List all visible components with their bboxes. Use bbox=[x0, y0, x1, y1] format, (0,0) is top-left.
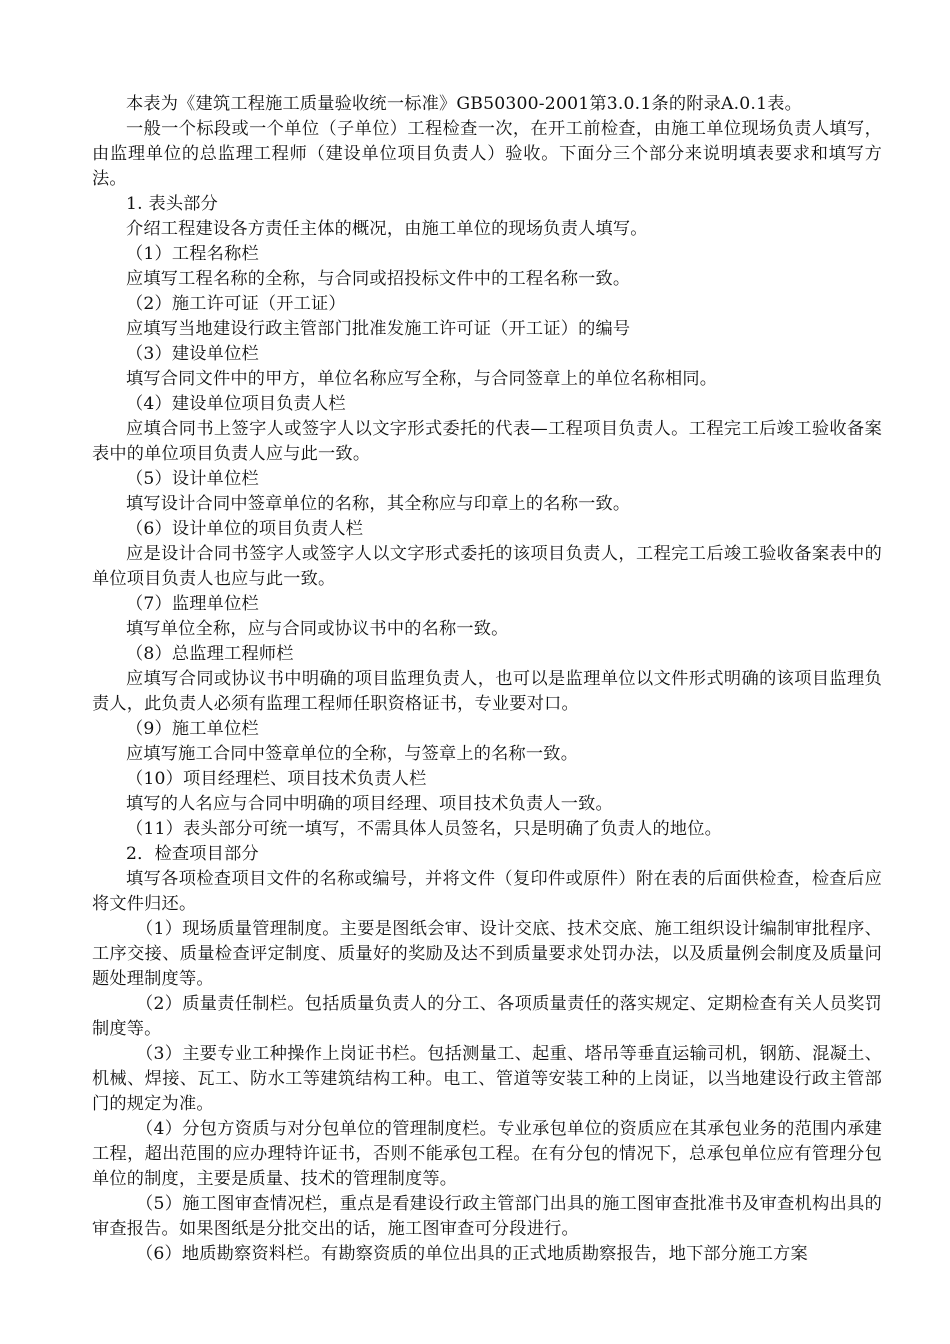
item-heading: （6）设计单位的项目负责人栏 bbox=[126, 519, 364, 539]
item-heading: （1）工程名称栏 bbox=[126, 244, 259, 264]
paragraph: 填写设计合同中签章单位的名称，其全称应与印章上的名称一致。 bbox=[126, 494, 631, 514]
paragraph: 填写单位全称，应与合同或协议书中的名称一致。 bbox=[126, 619, 509, 639]
document-body bbox=[92, 92, 882, 1267]
item-heading: （5）设计单位栏 bbox=[126, 469, 259, 489]
item-heading: （2）施工许可证（开工证） bbox=[126, 294, 346, 314]
paragraph: 应是设计合同书签字人或签字人以文字形式委托的该项目负责人，工程完工后竣工验收备案表中的单位项目负责人也应与此一致。 bbox=[92, 544, 882, 589]
paragraph: （5）施工图审查情况栏，重点是看建设行政主管部门出具的施工图审查批准书及审查机构出具的审查报告。如果图纸是分批交出的话，施工图审查可分段进行。 bbox=[92, 1194, 882, 1239]
paragraph: （3）主要专业工种操作上岗证书栏。包括测量工、起重、塔吊等垂直运输司机，钢筋、混凝土、机械、焊接、瓦工、防水工等建筑结构工种。电工、管道等安装工种的上岗证，以当地建设行政主管部门的规定为准。 bbox=[92, 1044, 882, 1114]
paragraph: （2）质量责任制栏。包括质量负责人的分工、各项质量责任的落实规定、定期检查有关人员奖罚制度等。 bbox=[92, 994, 882, 1039]
paragraph: 填写的人名应与合同中明确的项目经理、项目技术负责人一致。 bbox=[126, 794, 613, 814]
paragraph: 应填写施工合同中签章单位的全称，与签章上的名称一致。 bbox=[126, 744, 579, 764]
paragraph: 应填写工程名称的全称，与合同或招投标文件中的工程名称一致。 bbox=[126, 269, 631, 289]
paragraph: 应填写合同或协议书中明确的项目监理负责人，也可以是监理单位以文件形式明确的该项目监理负责人，此负责人必须有监理工程师任职资格证书，专业要对口。 bbox=[92, 669, 882, 714]
paragraph: 应填写当地建设行政主管部门批准发施工许可证（开工证）的编号 bbox=[126, 319, 631, 339]
paragraph: 介绍工程建设各方责任主体的概况，由施工单位的现场负责人填写。 bbox=[126, 219, 648, 239]
paragraph: 一般一个标段或一个单位（子单位）工程检查一次，在开工前检查，由施工单位现场负责人填写，由监理单位的总监理工程师（建设单位项目负责人）验收。下面分三个部分来说明填表要求和填写方法。 bbox=[92, 119, 882, 189]
item-heading: （4）建设单位项目负责人栏 bbox=[126, 394, 346, 414]
paragraph: （11）表头部分可统一填写，不需具体人员签名，只是明确了负责人的地位。 bbox=[126, 819, 723, 839]
item-heading: （7）监理单位栏 bbox=[126, 594, 259, 614]
item-heading: （9）施工单位栏 bbox=[126, 719, 259, 739]
paragraph: （4）分包方资质与对分包单位的管理制度栏。专业承包单位的资质应在其承包业务的范围内承建工程，超出范围的应办理特许证书，否则不能承包工程。在有分包的情况下，总承包单位应有管理分包单位的制度，主要是质量、技术的管理制度等。 bbox=[92, 1119, 882, 1189]
paragraph: 填写各项检查项目文件的名称或编号，并将文件（复印件或原件）附在表的后面供检查，检查后应将文件归还。 bbox=[92, 869, 882, 914]
section-heading: 1. 表头部分 bbox=[126, 194, 219, 214]
paragraph: 应填合同书上签字人或签字人以文字形式委托的代表—工程项目负责人。工程完工后竣工验收备案表中的单位项目负责人应与此一致。 bbox=[92, 419, 882, 464]
item-heading: （3）建设单位栏 bbox=[126, 344, 259, 364]
paragraph: （1）现场质量管理制度。主要是图纸会审、设计交底、技术交底、施工组织设计编制审批程序、工序交接、质量检查评定制度、质量好的奖励及达不到质量要求处罚办法，以及质量例会制度及质量问题处理制度等。 bbox=[92, 919, 882, 989]
item-heading: （8）总监理工程师栏 bbox=[126, 644, 294, 664]
paragraph: （6）地质勘察资料栏。有勘察资质的单位出具的正式地质勘察报告，地下部分施工方案 bbox=[136, 1244, 808, 1264]
paragraph: 填写合同文件中的甲方，单位名称应写全称，与合同签章上的单位名称相同。 bbox=[126, 369, 718, 389]
paragraph: 本表为《建筑工程施工质量验收统一标准》GB50300-2001第3.0.1条的附录A.0.1表。 bbox=[126, 94, 803, 114]
item-heading: （10）项目经理栏、项目技术负责人栏 bbox=[126, 769, 427, 789]
section-heading: 2．检查项目部分 bbox=[126, 844, 259, 864]
